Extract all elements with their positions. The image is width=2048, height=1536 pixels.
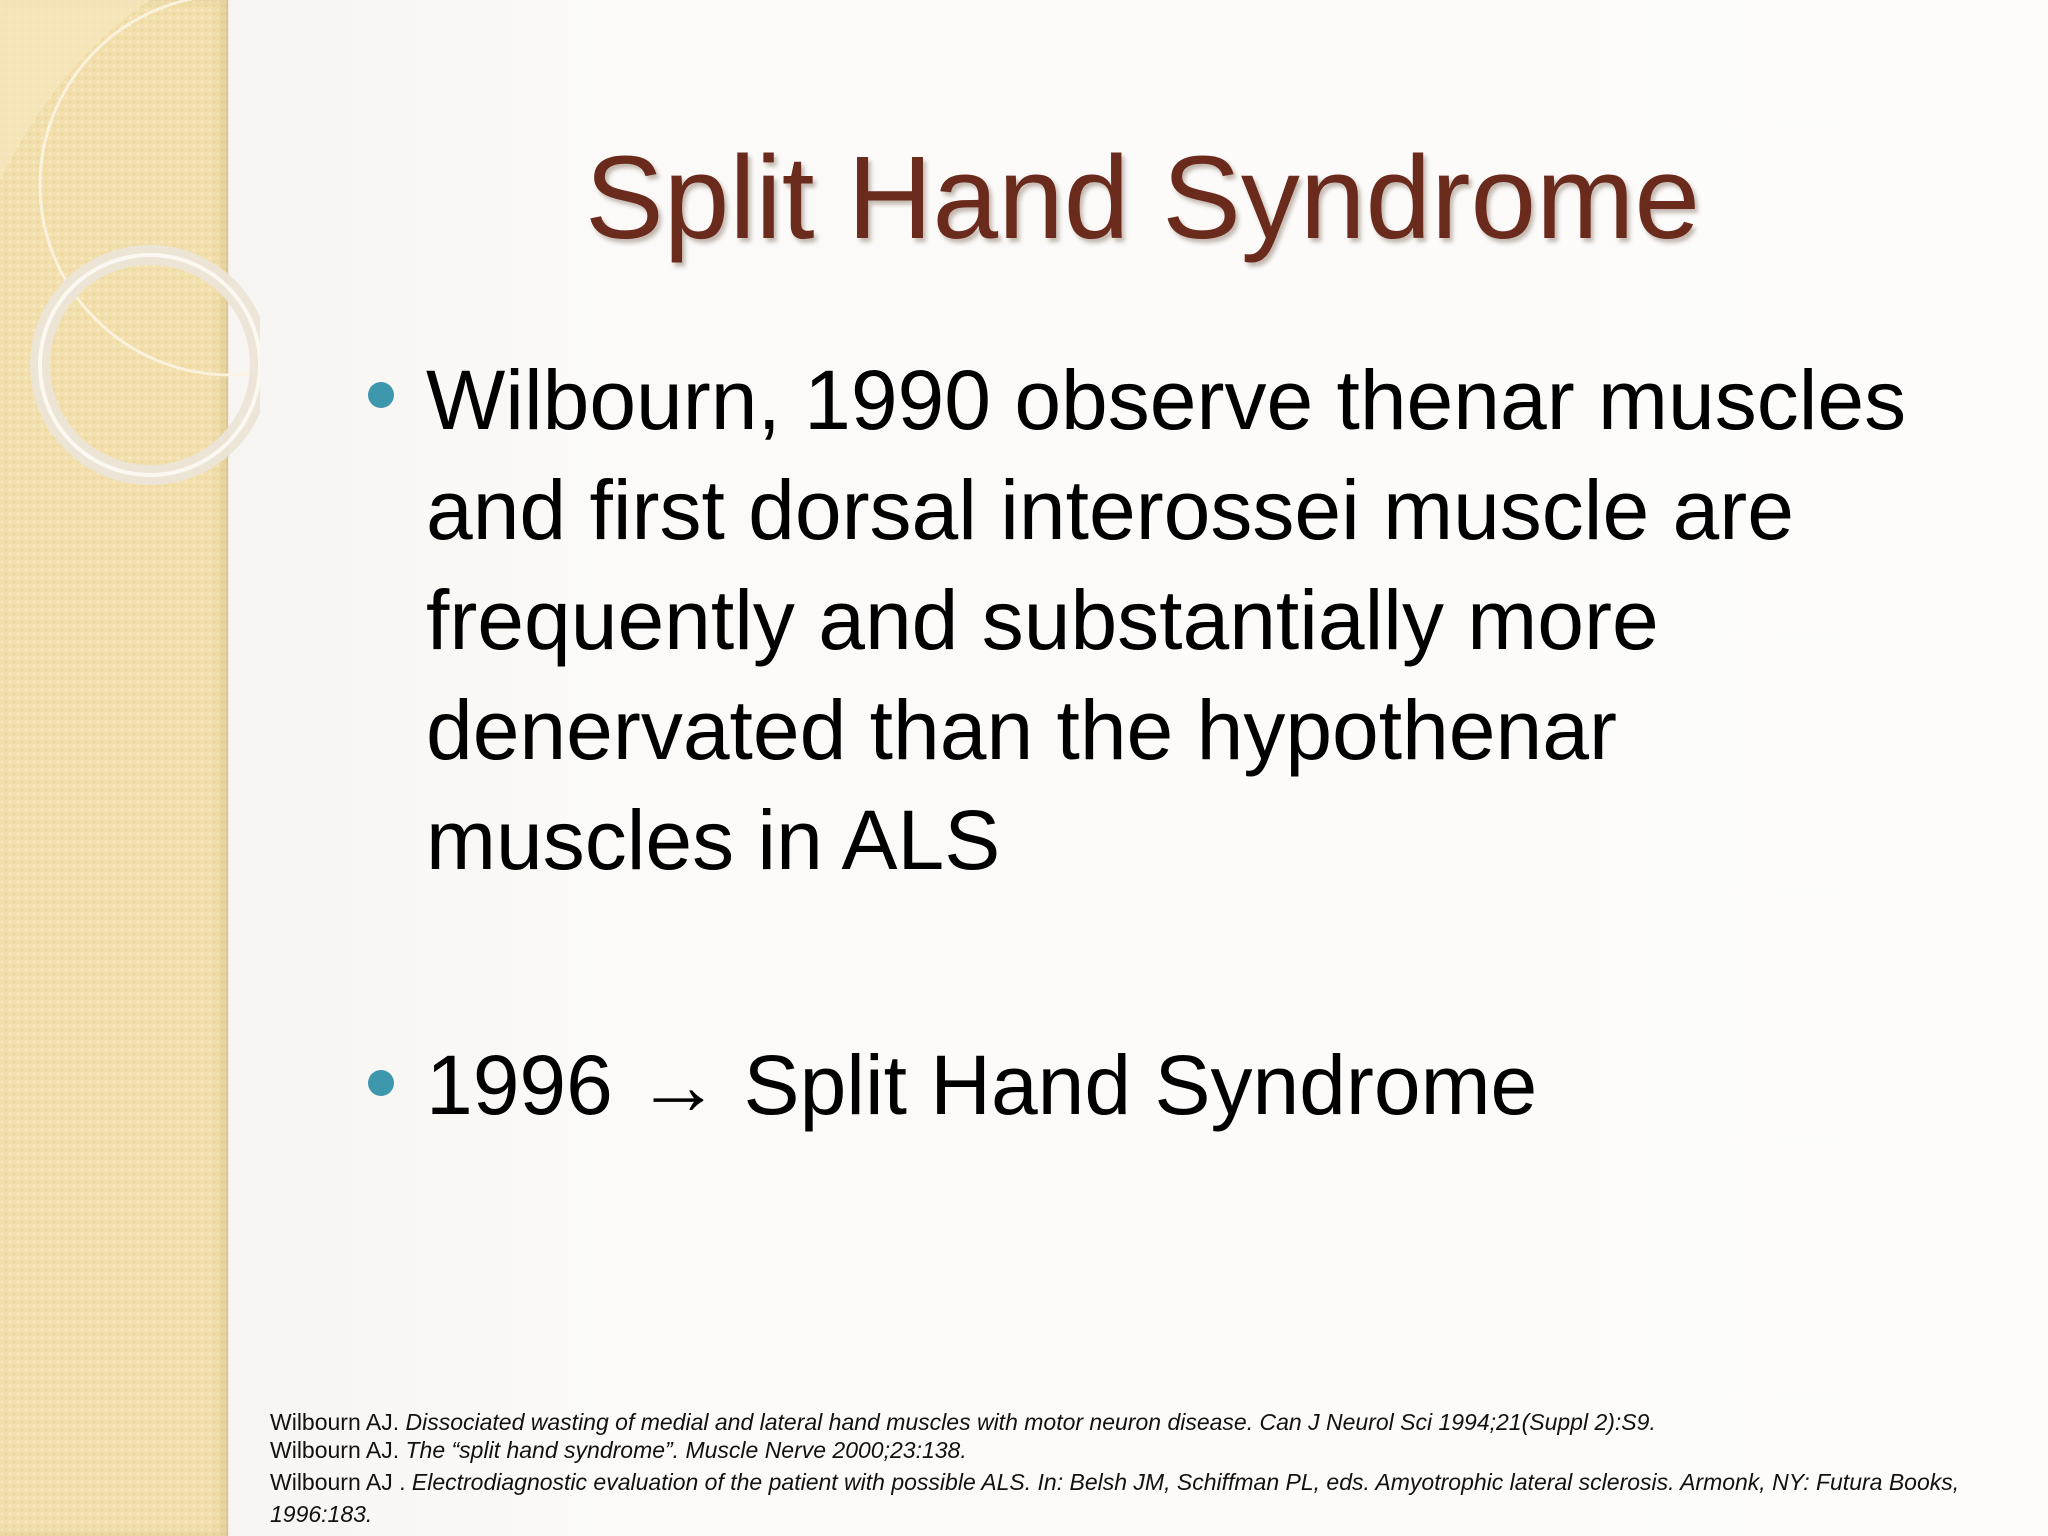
reference-details: Dissociated wasting of medial and lateral hand muscles with motor neuron disease. Can J Neurol Sci 1994;21(Suppl 2):S9. <box>399 1409 1656 1435</box>
reference-details: The “split hand syndrome”. Muscle Nerve 2000;23:138. <box>399 1437 967 1463</box>
reference-author: Wilbourn AJ . <box>270 1469 406 1495</box>
reference-author: Wilbourn AJ. <box>270 1437 400 1463</box>
reference-author: Wilbourn AJ. <box>270 1409 400 1435</box>
slide-title: Split Hand Syndrome <box>585 132 1701 264</box>
references <box>270 1408 2030 1530</box>
reference-details: Electrodiagnostic evaluation of the patient with possible ALS. In: Belsh JM, Schiffman PL, eds. Amyotrophic lateral sclerosis. Armonk, NY: Futura Books, 1996:183. <box>270 1469 1960 1527</box>
reference-item <box>270 1408 2030 1436</box>
reference-item <box>270 1436 2030 1464</box>
reference-item <box>270 1466 2030 1530</box>
bullet-dot-icon <box>368 382 394 408</box>
bullet-text: 1996 → Split Hand Syndrome <box>426 1038 1538 1132</box>
bullet-dot-icon <box>368 1070 394 1096</box>
decorative-rings-icon <box>0 0 260 520</box>
bullet-text: Wilbourn, 1990 observe thenar muscles and first dorsal interossei muscle are frequently and substantially more denervated than the hypothenar muscles in ALS <box>426 353 1907 887</box>
